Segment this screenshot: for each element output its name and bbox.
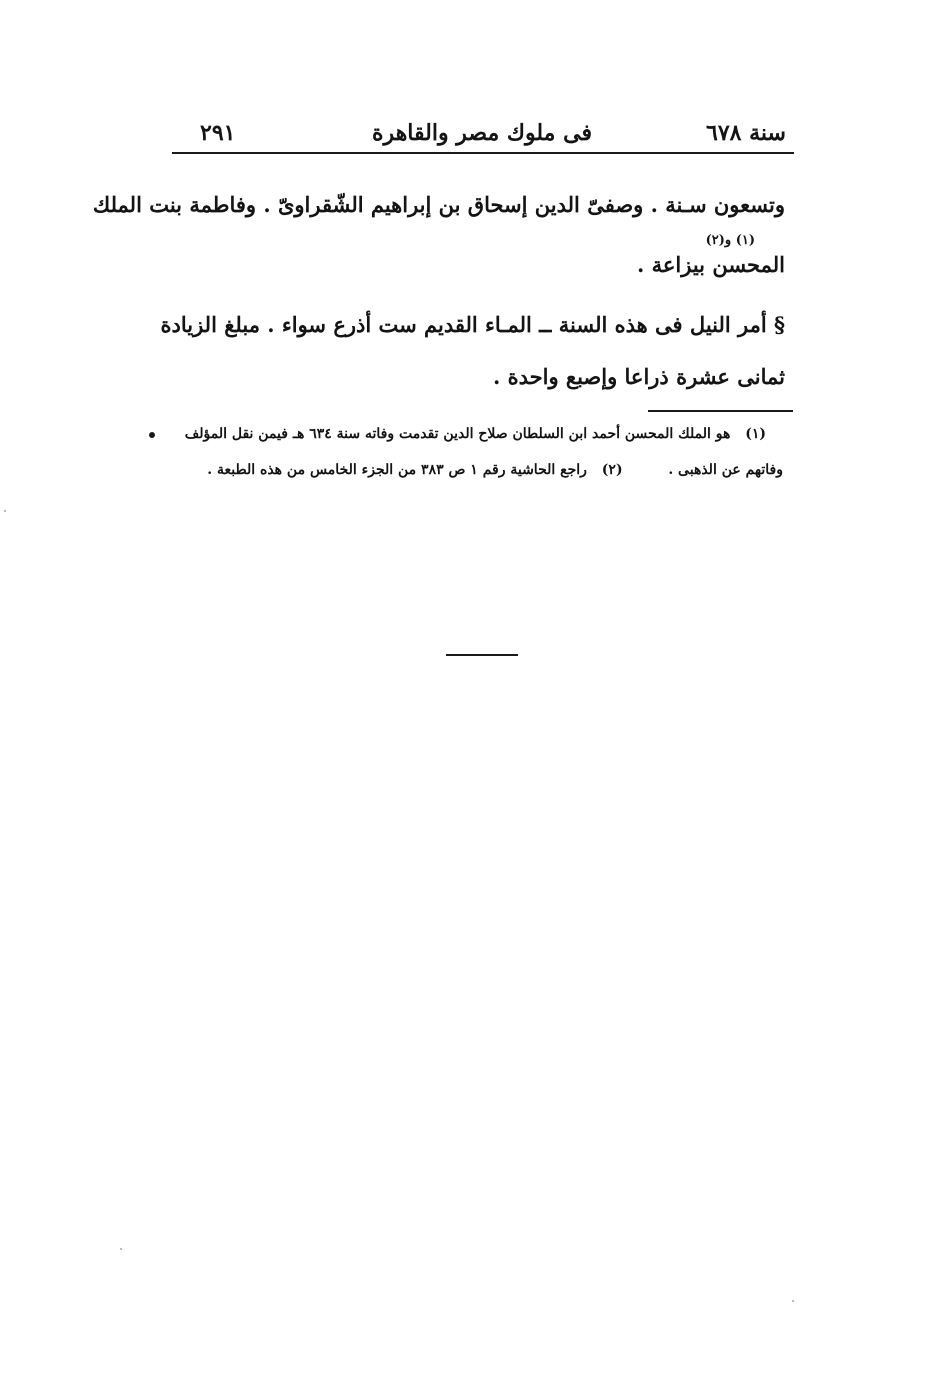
footnote-separator (648, 410, 793, 412)
body-paragraph-nile: § أمر النيل فى هذه السنة ــ المـاء القديم ست أذرع سواء . مبلغ الزيادة (160, 312, 785, 337)
body-line: ثمانى عشرة ذراعا وإصبع واحدة . (492, 364, 785, 389)
body-line: المحسن بيزاعة . (637, 252, 785, 277)
scan-speck (4, 510, 6, 512)
page-header (172, 118, 792, 150)
footnote-text: هو الملك المحسن أحمد ابن السلطان صلاح الدين تقدمت وفاته سنة ٦٣٤ هـ فيمن نقل المؤلف (184, 426, 731, 442)
footnote-1 (185, 426, 766, 442)
page-number: ٢٩١ (200, 120, 236, 146)
header-rule (172, 152, 794, 154)
footnote-2 (207, 462, 783, 478)
end-rule (446, 654, 518, 656)
scan-speck (120, 1248, 122, 1250)
scan-speck (792, 1300, 794, 1302)
footnote-references: (١) و(٢) (705, 233, 755, 248)
header-year: سنة ٦٧٨ (706, 120, 786, 146)
body-line: وتسعون سـنة . وصفىّ الدين إسحاق بن إبراهيم الشّقراوىّ . وفاطمة بنت الملك (92, 192, 785, 217)
footnote-number: (١) (745, 426, 766, 442)
footnote-text: وفاتهم عن الذهبى . (668, 462, 783, 478)
footnote-number: (٢) (601, 462, 623, 478)
footnote-text: راجع الحاشية رقم ١ ص ٣٨٣ من الجزء الخامس من هذه الطبعة . (207, 462, 587, 478)
header-title: فى ملوك مصر والقاهرة (372, 120, 592, 146)
margin-dot (149, 432, 155, 438)
